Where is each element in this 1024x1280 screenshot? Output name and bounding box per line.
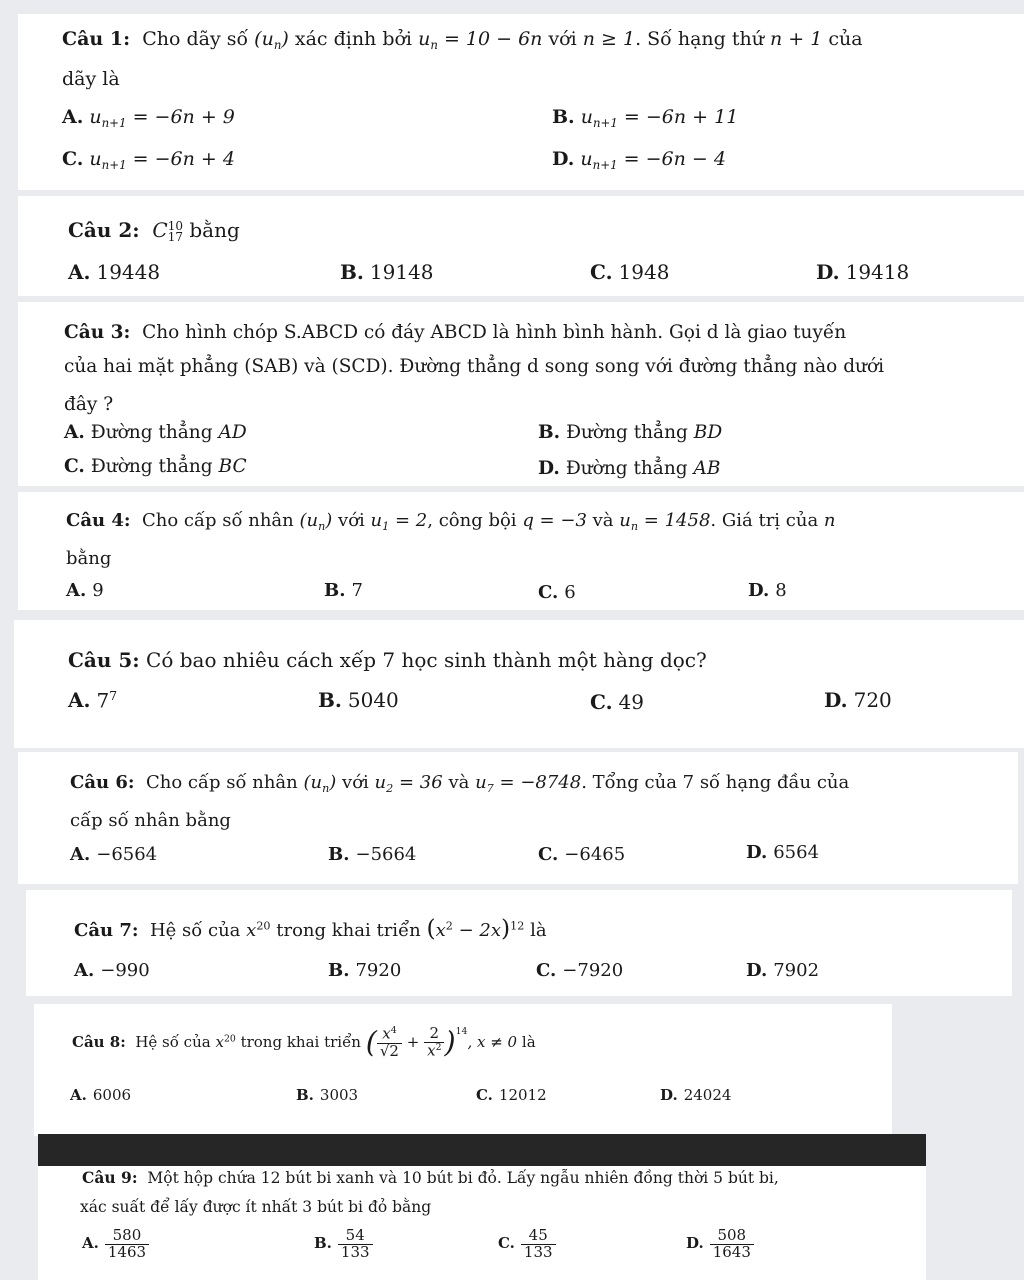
question-3-stem: Câu 3: Cho hình chóp S.ABCD có đáy ABCD là hình bình hành. Gọi d là giao tuyến: [64, 322, 847, 343]
option-a[interactable]: A. 9: [66, 580, 104, 601]
option-c[interactable]: C. $u_{n+1} = -6n + 4$: [62, 148, 235, 173]
question-label: Câu 6:: [70, 772, 135, 793]
question-3-stem-line3: đây ?: [64, 394, 114, 415]
option-c[interactable]: C. $\frac{45}{133}$: [498, 1228, 556, 1261]
question-1-stem-line2: dãy là: [62, 68, 120, 90]
option-d[interactable]: D. $\frac{508}{1643}$: [686, 1228, 754, 1261]
question-label: Câu 1:: [62, 28, 131, 50]
option-b[interactable]: B. 7: [324, 580, 363, 601]
question-card-2: [18, 196, 1024, 296]
question-card-6: [18, 752, 1018, 884]
option-b[interactable]: B. $u_{n+1} = -6n + 11$: [552, 106, 739, 131]
question-2-stem: Câu 2: C 10 17 bằng: [68, 218, 240, 244]
option-d[interactable]: D. 24024: [660, 1086, 732, 1104]
option-b[interactable]: B. 19148: [340, 260, 434, 284]
question-label: Câu 4:: [66, 510, 131, 531]
option-c[interactable]: C. −7920: [536, 960, 624, 981]
question-3-stem-line2: của hai mặt phẳng (SAB) và (SCD). Đường thẳng d song song với đường thẳng nào dưới: [64, 356, 885, 377]
option-a[interactable]: A. −990: [74, 960, 150, 981]
question-card-1: [18, 14, 1024, 190]
question-6-stem: Câu 6: Cho cấp số nhân $(u_n)$ với $u_2 = 36$ và $u_7 = -8748$. Tổng của 7 số hạng đầu của: [70, 772, 850, 795]
question-4-stem-line2: bằng: [66, 548, 112, 569]
question-9-stem: Câu 9: Một hộp chứa 12 bút bi xanh và 10 bút bi đỏ. Lấy ngẫu nhiên đồng thời 5 bút bi,: [82, 1168, 779, 1187]
question-4-stem: Câu 4: Cho cấp số nhân $(u_n)$ với $u_1 = 2$, công bội q = −3 và $u_n = 1458$. Giá trị của n: [66, 510, 836, 533]
option-d[interactable]: D. Đường thẳng AB: [538, 458, 721, 479]
question-card-4: [18, 492, 1024, 610]
option-a[interactable]: A. Đường thẳng AD: [64, 422, 247, 443]
option-c[interactable]: C. Đường thẳng BC: [64, 456, 247, 477]
option-d[interactable]: D. 19418: [816, 260, 910, 284]
option-b[interactable]: B. Đường thẳng BD: [538, 422, 723, 443]
option-d[interactable]: D. 6564: [746, 842, 820, 863]
option-c[interactable]: C. 12012: [476, 1086, 547, 1104]
option-a[interactable]: A. 6006: [70, 1086, 132, 1104]
question-card-7: [26, 890, 1012, 996]
option-b[interactable]: B. 7920: [328, 960, 402, 981]
question-7-stem: Câu 7: Hệ số của $x^{20}$ trong khai triển $(x^2 - 2x)^{12}$ là: [74, 914, 547, 942]
question-label: Câu 7:: [74, 920, 139, 941]
question-label: Câu 5:: [68, 648, 140, 672]
option-d[interactable]: D. 8: [748, 580, 787, 601]
question-5-stem: Câu 5: Có bao nhiêu cách xếp 7 học sinh thành một hàng dọc?: [68, 648, 707, 672]
option-b[interactable]: B. 5040: [318, 688, 399, 712]
option-c[interactable]: C. −6465: [538, 844, 626, 865]
question-8-stem: Câu 8: Hệ số của $x^{20}$ trong khai triển ( $\frac{x^4}{√2}$ + $\frac{2}{x^2}$ )$^{14}$, x ≠ 0 là: [72, 1024, 536, 1060]
question-card-3: [18, 302, 1024, 486]
option-b[interactable]: B. $\frac{54}{133}$: [314, 1228, 373, 1261]
option-d[interactable]: D. 720: [824, 688, 892, 712]
question-9-stem-line2: xác suất để lấy được ít nhất 3 bút bi đỏ bằng: [80, 1198, 432, 1216]
question-label: Câu 8:: [72, 1033, 126, 1052]
option-a[interactable]: A. $\frac{580}{1463}$: [82, 1228, 149, 1261]
option-c[interactable]: C. 1948: [590, 260, 670, 284]
option-d[interactable]: D. $u_{n+1} = -6n - 4$: [552, 148, 726, 173]
question-6-stem-line2: cấp số nhân bằng: [70, 810, 231, 831]
question-1-stem: Câu 1: Cho dãy số $(u_n)$ xác định bởi $u_n = 10 - 6n$ với n ≥ 1. Số hạng thứ n + 1 của: [62, 28, 863, 53]
option-d[interactable]: D. 7902: [746, 960, 820, 981]
option-a[interactable]: A. $u_{n+1} = -6n + 9$: [62, 106, 235, 131]
option-a[interactable]: A. 19448: [68, 260, 161, 284]
option-c[interactable]: C. 6: [538, 582, 576, 603]
option-b[interactable]: B. −5664: [328, 844, 417, 865]
question-card-5: [14, 620, 1024, 748]
dark-separator-bar: [38, 1134, 926, 1166]
question-label: Câu 9:: [82, 1168, 138, 1187]
option-c[interactable]: C. 49: [590, 690, 644, 714]
question-card-8: [34, 1004, 892, 1136]
question-card-9: [38, 1166, 926, 1280]
option-a[interactable]: A. −6564: [70, 844, 158, 865]
option-b[interactable]: B. 3003: [296, 1086, 359, 1104]
question-label: Câu 2:: [68, 218, 140, 242]
option-a[interactable]: A. $7^7$: [68, 688, 118, 713]
question-label: Câu 3:: [64, 322, 131, 343]
